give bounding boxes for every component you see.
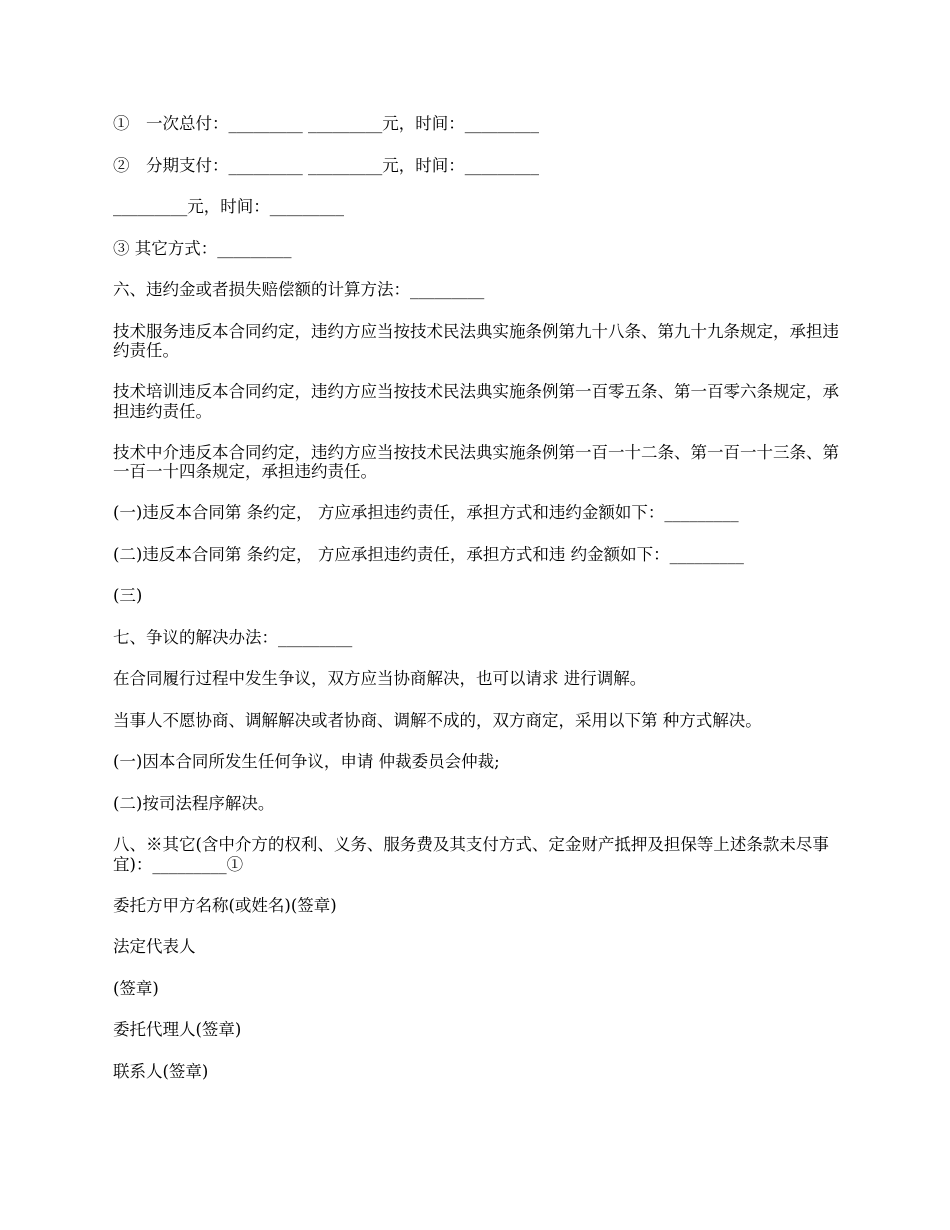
- payment-lump-sum: ① 一次总付：_________ _________元，时间：_________: [113, 114, 539, 133]
- dispute-method-choice: 当事人不愿协商、调解解决或者协商、调解不成的，双方商定，采用以下第 种方式解决。: [113, 710, 762, 730]
- legal-representative: 法定代表人: [113, 937, 196, 956]
- signature-seal: (签章): [113, 978, 159, 998]
- contact-person-signature: 联系人(签章): [113, 1061, 209, 1081]
- dispute-arbitration: (一)因本合同所发生任何争议，申请 仲裁委员会仲裁;: [113, 752, 500, 771]
- intermediary-breach-clause: 技术中介违反本合同约定，违约方应当按技术民法典实施条例第一百一十二条、第一百一十三条、第一百一十四条规定，承担违约责任。: [113, 442, 839, 481]
- section-6-heading: 六、违约金或者损失赔偿额的计算方法：_________: [113, 280, 485, 299]
- section-7-heading: 七、争议的解决办法：_________: [113, 627, 353, 647]
- section-8-heading: 八、※其它(含中介方的权利、义务、服务费及其支付方式、定金财产抵押及担保等上述条款未尽事宜)：_________①: [113, 835, 829, 874]
- training-breach-clause: 技术培训违反本合同约定，违约方应当按技术民法典实施条例第一百零五条、第一百零六条规定，承担违约责任。: [113, 382, 839, 421]
- party-a-name-signature: 委托方甲方名称(或姓名)(签章): [113, 895, 337, 915]
- breach-item-3: (三): [113, 586, 143, 605]
- authorized-agent-signature: 委托代理人(签章): [113, 1020, 242, 1039]
- payment-installment: ② 分期支付：_________ _________元，时间：_________: [113, 155, 539, 175]
- payment-installment-continued: _________元，时间：_________: [113, 197, 344, 216]
- dispute-negotiation: 在合同履行过程中发生争议，双方应当协商解决，也可以请求 进行调解。: [113, 669, 647, 688]
- dispute-judicial: (二)按司法程序解决。: [113, 793, 275, 813]
- contract-body: [113, 114, 843, 1103]
- breach-item-2: (二)违反本合同第 条约定， 方应承担违约责任，承担方式和违 约金额如下：_________: [113, 544, 744, 564]
- breach-item-1: (一)违反本合同第 条约定， 方应承担违约责任，承担方式和违约金额如下：_________: [113, 503, 739, 522]
- payment-other: ③ 其它方式：_________: [113, 238, 292, 258]
- service-breach-clause: 技术服务违反本合同约定，违约方应当按技术民法典实施条例第九十八条、第九十九条规定，承担违约责任。: [113, 321, 839, 360]
